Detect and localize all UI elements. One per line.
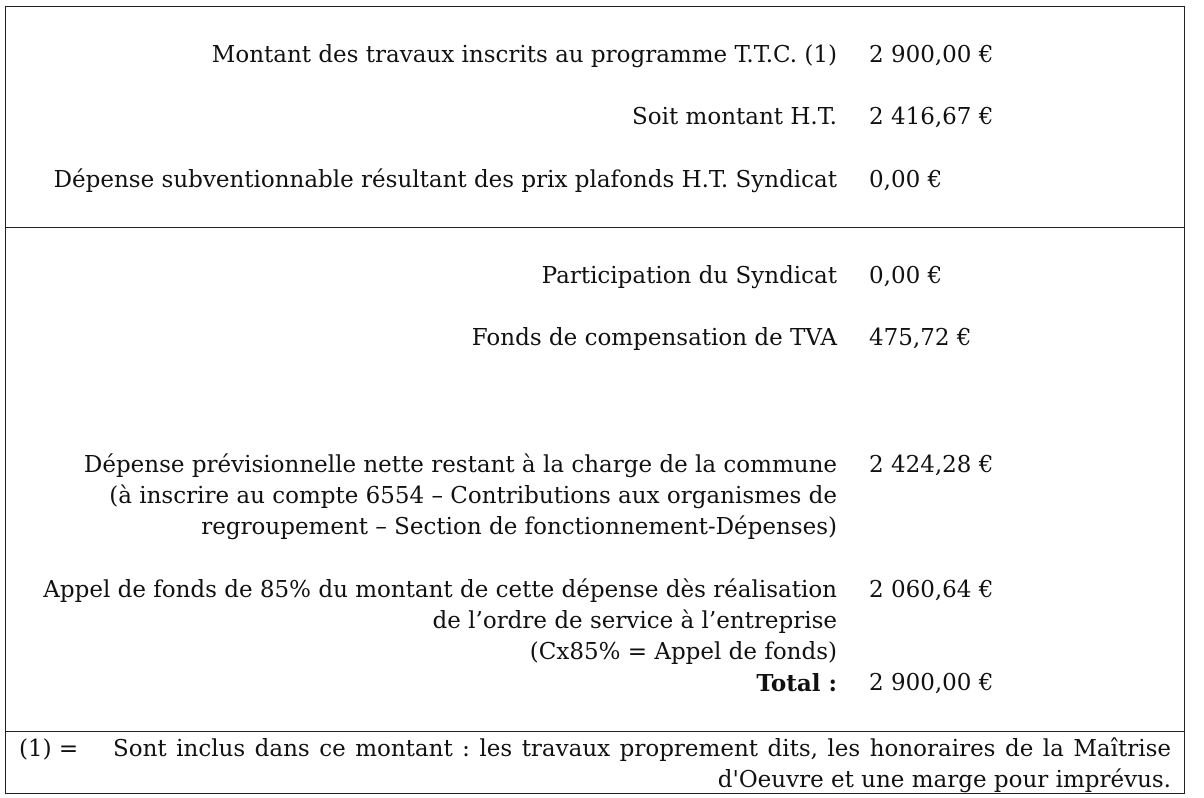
row-value: 475,72 € [869, 325, 972, 351]
row-value: 0,00 € [869, 263, 943, 289]
row-label-line: Appel de fonds de 85% du montant de cette dépense dès réalisation [43, 577, 837, 603]
row-value: 2 900,00 € [869, 42, 994, 68]
row-value: 2 060,64 € [869, 577, 994, 603]
footnote-mark: (1) = [19, 736, 79, 762]
footnote-text: Sont inclus dans ce montant : les travaux proprement dits, les honoraires de la Maîtrise d'Oeuvre et une marge pour imprévus. [113, 736, 1171, 793]
row-label: Dépense subventionnable résultant des prix plafonds H.T. Syndicat [53, 167, 837, 193]
row-label: Montant des travaux inscrits au programme T.T.C. (1) [211, 42, 837, 68]
row-value: 0,00 € [869, 167, 943, 193]
row-value: 2 416,67 € [869, 104, 994, 130]
row-value: 2 424,28 € [869, 452, 994, 478]
document-frame [5, 6, 1185, 794]
row-label-line: de l’ordre de service à l’entreprise [432, 608, 837, 634]
section-divider-1 [5, 227, 1185, 228]
row-label-line: (à inscrire au compte 6554 – Contributions aux organismes de [109, 483, 837, 509]
row-label-line: regroupement – Section de fonctionnement-Dépenses) [201, 514, 837, 540]
footnote [5, 731, 1185, 794]
row-label-line: Dépense prévisionnelle nette restant à la charge de la commune [83, 452, 837, 478]
row-label-line: (Cx85% = Appel de fonds) [529, 639, 837, 665]
total-value: 2 900,00 € [869, 670, 994, 696]
total-label: Total : [756, 670, 837, 697]
row-label: Fonds de compensation de TVA [471, 325, 837, 351]
row-label: Soit montant H.T. [632, 104, 837, 130]
row-label: Participation du Syndicat [541, 263, 837, 289]
